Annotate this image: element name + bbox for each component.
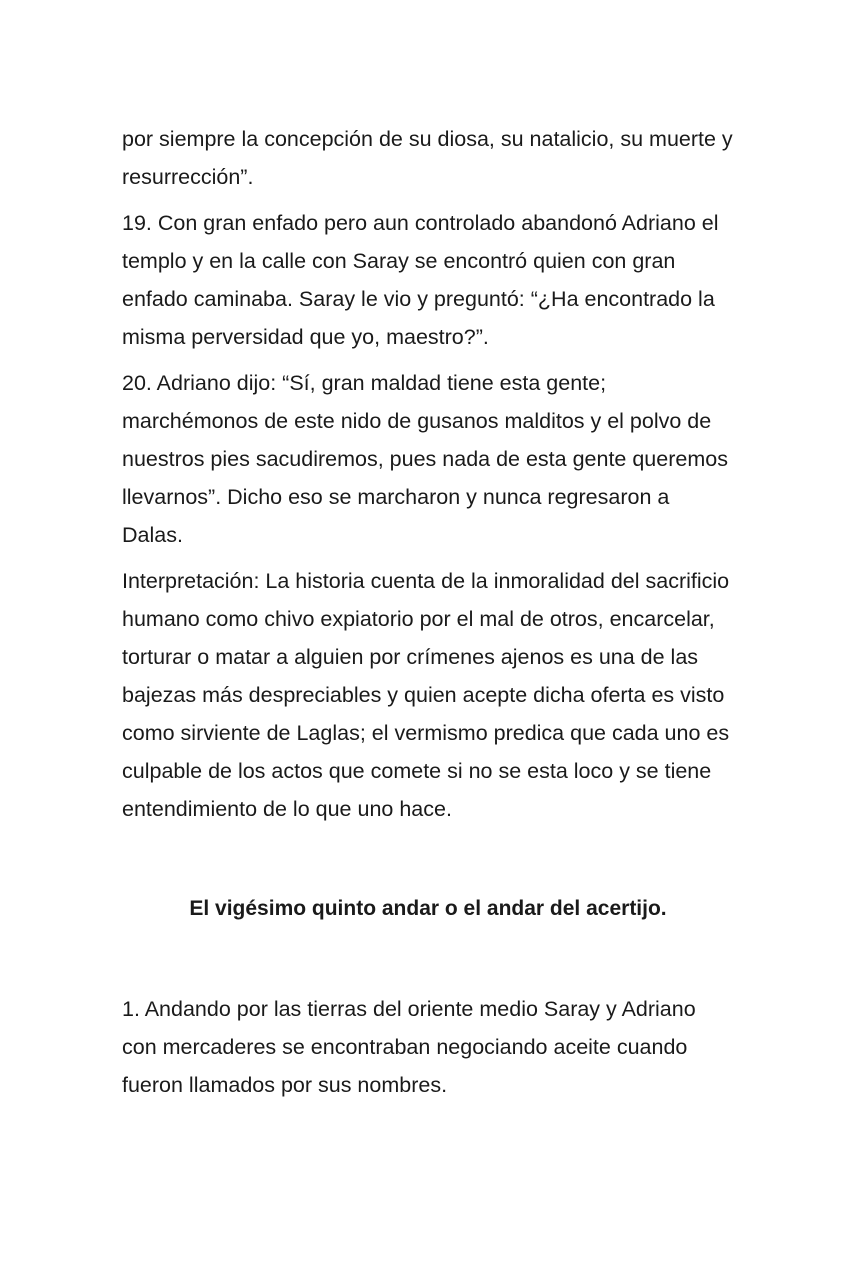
paragraph-verse-1: 1. Andando por las tierras del oriente medio Saray y Adriano con mercaderes se encontraban negociando aceite cuando fueron llamados por sus nombres. — [122, 997, 696, 1097]
document-page — [122, 120, 734, 1112]
paragraph-continuation: por siempre la concepción de su diosa, su natalicio, su muerte y resurrección”. — [122, 127, 733, 189]
paragraph-verse-19: 19. Con gran enfado pero aun controlado abandonó Adriano el templo y en la calle con Saray se encontró quien con gran enfado caminaba. Saray le vio y preguntó: “¿Ha encontrado la misma perversidad que yo, maestro?”. — [122, 211, 719, 349]
paragraph-interpretation: Interpretación: La historia cuenta de la inmoralidad del sacrificio humano como chivo expiatorio por el mal de otros, encarcelar, torturar o matar a alguien por crímenes ajenos es una de las bajezas más despreciables y quien acepte dicha oferta es visto como sirviente de Laglas; el vermismo predica que cada uno es culpable de los actos que comete si no se esta loco y se tiene entendimiento de lo que uno hace. — [122, 569, 730, 821]
paragraph-verse-20: 20. Adriano dijo: “Sí, gran maldad tiene esta gente; marchémonos de este nido de gusanos malditos y el polvo de nuestros pies sacudiremos, pues nada de esta gente queremos llevarnos”. Dicho eso se marcharon y nunca regresaron a Dalas. — [122, 371, 728, 547]
section-heading: El vigésimo quinto andar o el andar del acertijo. — [189, 897, 667, 920]
